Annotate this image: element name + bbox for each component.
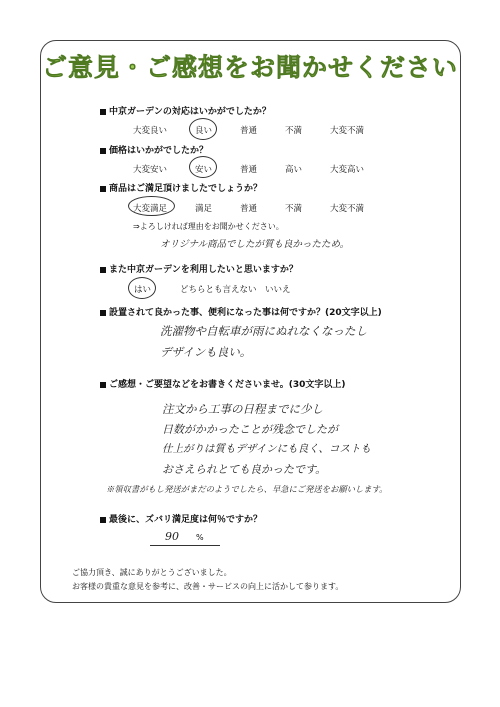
- satisfaction-value: 90: [165, 530, 179, 543]
- q2-option-1: 大変安い: [133, 165, 168, 175]
- q2-option-3: 普通: [240, 165, 258, 175]
- bullet-square-icon: [100, 148, 106, 154]
- question-5: [100, 305, 382, 318]
- q3-option-1: 大変満足: [133, 204, 168, 214]
- q3-selected-circle: [128, 196, 175, 216]
- q6-answer-line-4: おさえられとても良かったです。: [162, 463, 327, 476]
- bullet-square-icon: [100, 517, 106, 523]
- q3-handwritten-answer: オリジナル商品でしたが質も良かったため。: [160, 239, 350, 250]
- question-4-label: また中京ガーデンを利用したいと思いますか？: [109, 265, 298, 275]
- q3-option-2: 満足: [195, 204, 213, 214]
- q3-option-5: 大変不満: [330, 204, 365, 214]
- satisfaction-unit: %: [196, 533, 204, 542]
- bullet-square-icon: [100, 186, 106, 192]
- q6-answer-line-5: ※領収書がもし発送がまだのようでしたら、早急にご発送をお願いします。: [106, 484, 388, 494]
- footer-note: お客様の貴重な意見を参考に、改善・サービスの向上に活かして参ります。: [72, 582, 344, 591]
- q1-selected-circle: [189, 118, 217, 140]
- q1-option-1: 大変良い: [133, 126, 168, 136]
- q4-option-2: どちらとも言えない: [180, 285, 257, 295]
- question-6: [100, 377, 345, 390]
- q6-answer-line-2: 日数がかかったことが残念でしたが: [162, 423, 338, 436]
- question-5-label: 設置されて良かった事、便利になった事は何ですか？(20文字以上): [109, 308, 382, 318]
- question-2-label: 価格はいかがでしたか？: [109, 146, 209, 156]
- q2-option-4: 高い: [285, 165, 303, 175]
- question-2: [100, 143, 208, 156]
- q3-option-4: 不満: [285, 204, 303, 214]
- q5-answer-line-1: 洗濯物や自転車が雨にぬれなくなったし: [160, 324, 367, 338]
- q4-option-1: はい: [134, 285, 152, 295]
- page-title: ご意見・ご感想をお聞かせください: [41, 53, 458, 82]
- question-1: [100, 104, 271, 117]
- question-3-label: 商品はご満足頂けましたでしょうか？: [109, 184, 263, 194]
- q5-answer-line-2: デザインも良い。: [160, 345, 252, 359]
- question-7-label: 最後に、ズバリ満足度は何％ですか？: [109, 515, 263, 525]
- q6-answer-line-1: 注文から工事の日程までに少し: [162, 402, 323, 416]
- q1-option-3: 普通: [240, 126, 258, 136]
- q4-selected-circle: [128, 277, 156, 299]
- q2-option-2: 安い: [195, 165, 213, 175]
- q4-option-3: いいえ: [265, 285, 291, 295]
- q2-option-5: 大変高い: [330, 165, 365, 175]
- question-1-label: 中京ガーデンの対応はいかがでしたか？: [109, 107, 271, 117]
- q6-answer-line-3: 仕上がりは質もデザインにも良く、コストも: [162, 443, 372, 455]
- question-7: [100, 512, 262, 525]
- bullet-square-icon: [100, 382, 106, 388]
- q1-option-4: 不満: [285, 126, 303, 136]
- q3-option-3: 普通: [240, 204, 258, 214]
- bullet-square-icon: [100, 310, 106, 316]
- satisfaction-underline: [150, 545, 220, 546]
- footer-thanks: ご協力頂き、誠にありがとうございました。: [72, 568, 232, 577]
- question-6-label: ご感想・ご要望などをお書きくださいませ。(30文字以上): [109, 380, 346, 390]
- bullet-square-icon: [100, 109, 106, 115]
- question-3: [100, 181, 262, 194]
- bullet-square-icon: [100, 267, 106, 273]
- q2-selected-circle: [189, 156, 217, 178]
- q1-option-2: 良い: [195, 126, 213, 136]
- question-4: [100, 262, 298, 275]
- q3-reason-prompt: ⇒よろしければ理由をお聞かせください。: [133, 222, 284, 231]
- q1-option-5: 大変不満: [330, 126, 365, 136]
